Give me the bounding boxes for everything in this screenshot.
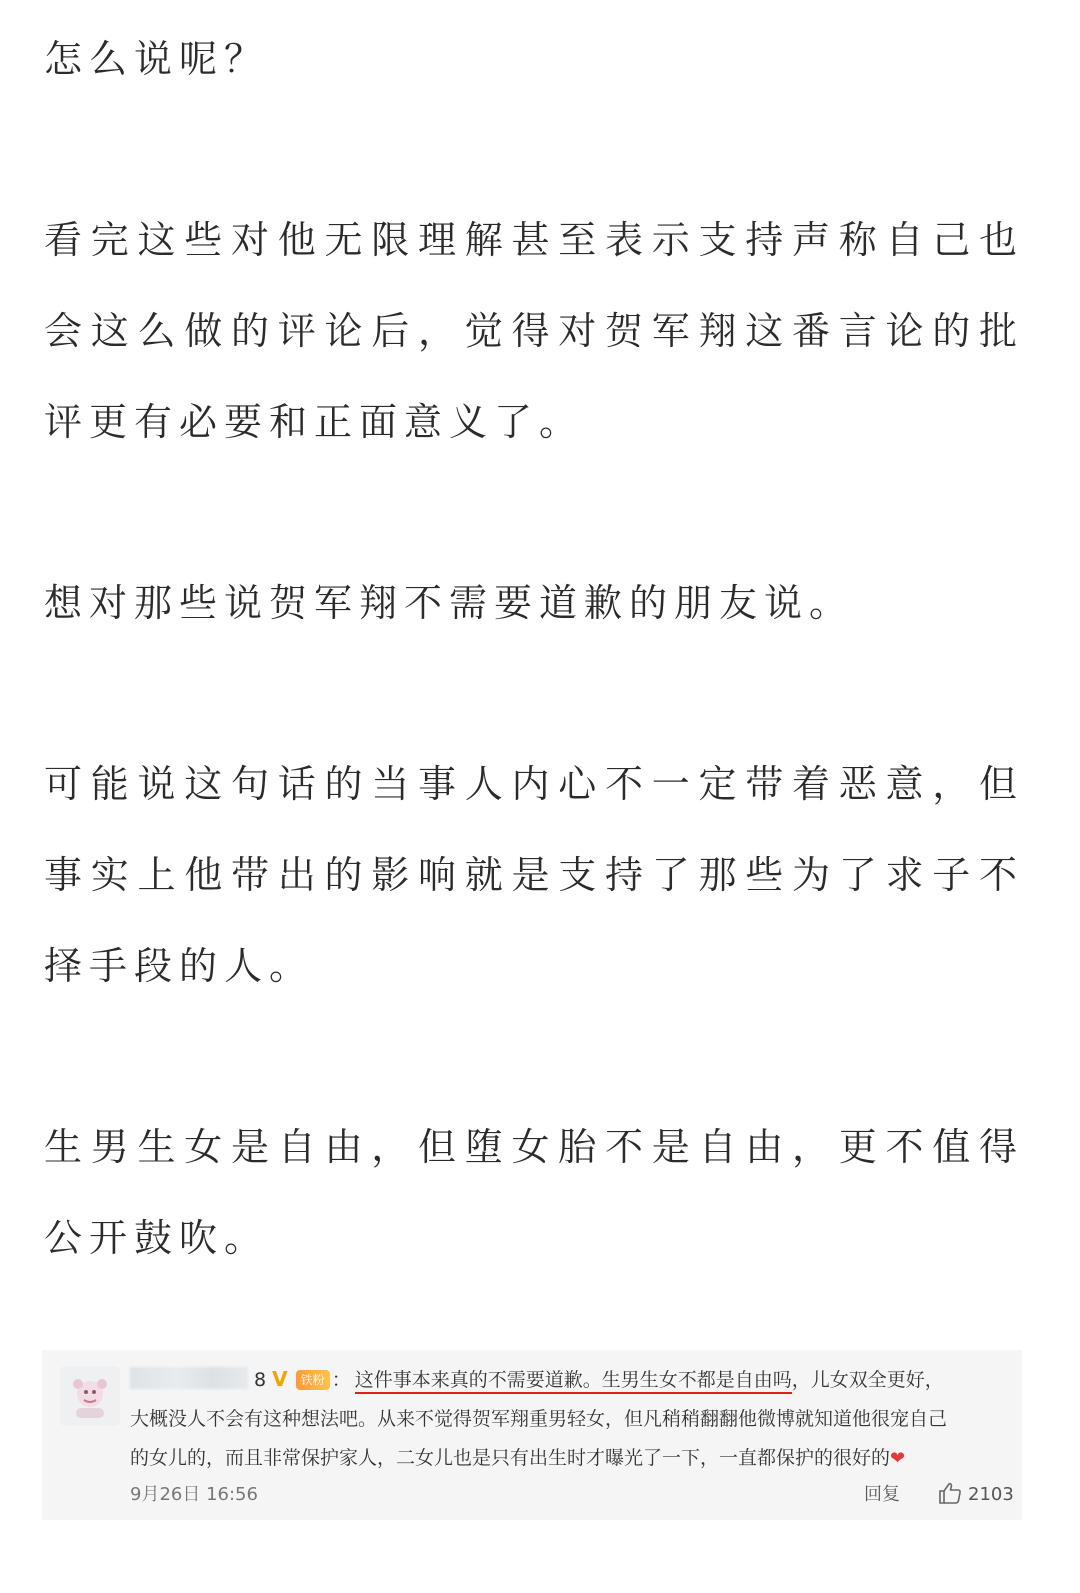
comment-body <box>130 1360 1015 1512</box>
comment-timestamp: 9月26日 16:56 <box>130 1484 258 1505</box>
comment-line-3 <box>130 1439 1015 1478</box>
comment-text-line3: 的女儿的，而且非常保护家人，二女儿也是只有出生时才曝光了一下，一直都保护的很好的 <box>130 1447 891 1469</box>
thumbs-up-icon <box>938 1482 962 1504</box>
username-tail: 8 <box>254 1369 267 1391</box>
paragraph-gap <box>44 649 1024 739</box>
avatar-illustration <box>60 1366 120 1426</box>
article-body <box>44 14 1024 1284</box>
comment-text-line1-rest: ，儿女双全更好， <box>791 1369 944 1391</box>
paragraph-4: 可能说这句话的当事人内心不一定带着恶意，但事实上他带出的影响就是支持了那些为了求子不择手段的人。 <box>44 762 1024 988</box>
paragraph-5: 生男生女是自由，但堕女胎不是自由，更不值得公开鼓吹。 <box>44 1125 1024 1260</box>
avatar-image[interactable] <box>60 1366 120 1426</box>
fan-badge: 铁粉 <box>296 1370 330 1390</box>
like-count: 2103 <box>968 1484 1014 1505</box>
comment-meta <box>130 1478 1015 1512</box>
paragraph-2: 看完这些对他无限理解甚至表示支持声称自己也会这么做的评论后，觉得对贺军翔这番言论的批评更有必要和正面意义了。 <box>44 218 1024 444</box>
paragraph-1: 怎么说呢？ <box>44 37 270 81</box>
paragraph-gap <box>44 1012 1024 1102</box>
heart-icon: ❤ <box>890 1448 906 1469</box>
reply-button[interactable]: 回复 <box>864 1484 900 1505</box>
comment-line-2: 大概没人不会有这种想法吧。从来不觉得贺军翔重男轻女，但凡稍稍翻翻他微博就知道他很宠自己 <box>130 1408 948 1430</box>
paragraph-3: 想对那些说贺军翔不需要道歉的朋友说。 <box>44 581 855 625</box>
vip-icon: V <box>272 1367 288 1391</box>
blurred-username[interactable] <box>130 1367 248 1389</box>
embedded-comment-screenshot <box>42 1350 1022 1520</box>
comment-colon: ： <box>331 1369 351 1391</box>
comment-text-highlighted: 这件事本来真的不需要道歉。生男生女不都是自由吗 <box>355 1369 792 1394</box>
paragraph-gap <box>44 105 1024 195</box>
paragraph-gap <box>44 468 1024 558</box>
comment-line-1 <box>130 1360 1015 1400</box>
like-button[interactable] <box>938 1478 1014 1512</box>
